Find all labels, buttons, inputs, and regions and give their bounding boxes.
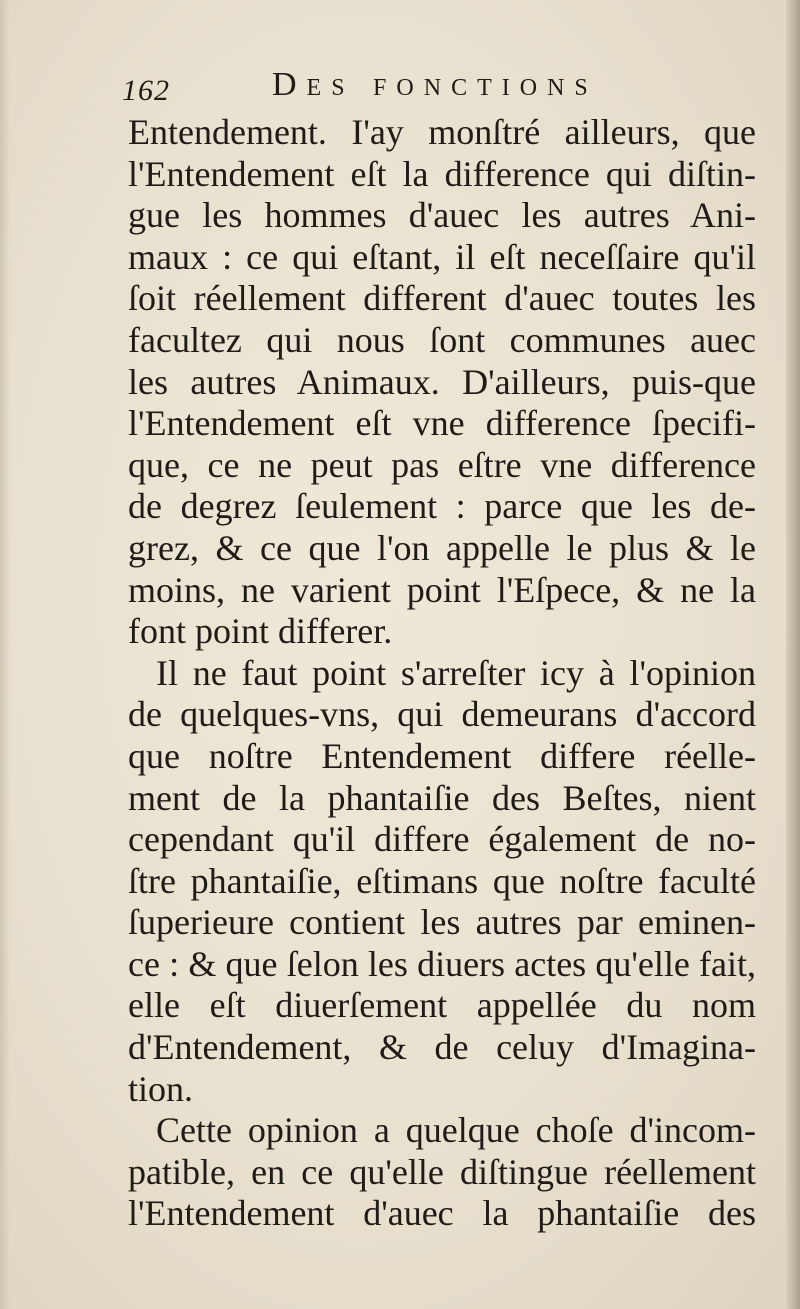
- text-line: ce : & que ſelon les diuers actes qu'elle fait,: [128, 943, 756, 984]
- running-head: Des fonctions: [272, 66, 598, 103]
- text-line: font point differer.: [128, 611, 393, 652]
- text-line: ment de la phantaiſie des Beſtes, nient: [128, 777, 756, 818]
- text-line: tion.: [128, 1068, 194, 1109]
- paragraph-3: [128, 1110, 756, 1235]
- text-line: moins, ne varient point l'Eſpece, & ne la: [128, 569, 756, 610]
- text-line: maux : ce qui eſtant, il eſt neceſſaire qu'il: [128, 236, 756, 277]
- page-gutter-shadow: [786, 0, 800, 1309]
- text-line: ſuperieure contient les autres par eminen-: [128, 902, 756, 943]
- text-line: les autres Animaux. D'ailleurs, puis-que: [128, 361, 756, 402]
- text-line: gue les hommes d'auec les autres Ani-: [128, 195, 756, 236]
- page-number: 162: [122, 74, 170, 107]
- body-text: [128, 112, 756, 1235]
- paragraph-2: [128, 653, 756, 1111]
- text-line: d'Entendement, & de celuy d'Imagina-: [128, 1027, 756, 1068]
- paragraph-1: [128, 112, 756, 653]
- text-line: elle eſt diuerſement appellée du nom: [128, 985, 756, 1026]
- text-line: l'Entendement eſt la difference qui diſtin-: [128, 153, 756, 194]
- text-line: que, ce ne peut pas eſtre vne difference: [128, 444, 756, 485]
- text-line: Cette opinion a quelque choſe d'incom-: [156, 1110, 756, 1151]
- text-line: l'Entendement d'auec la phantaiſie des: [128, 1193, 756, 1234]
- text-line: que noſtre Entendement differe réelle-: [128, 735, 756, 776]
- page-edge-shadow: [0, 0, 10, 1309]
- text-line: de degrez ſeulement : parce que les de-: [128, 486, 756, 527]
- text-line: cependant qu'il differe également de no-: [128, 819, 756, 860]
- text-line: facultez qui nous ſont communes auec: [128, 319, 756, 360]
- text-line: Il ne faut point s'arreſter icy à l'opinion: [156, 652, 756, 693]
- text-line: grez, & ce que l'on appelle le plus & le: [128, 527, 756, 568]
- page-header: [122, 66, 742, 110]
- text-line: ſoit réellement different d'auec toutes les: [128, 278, 756, 319]
- text-line: Entendement. I'ay monſtré ailleurs, que: [128, 112, 756, 152]
- text-line: l'Entendement eſt vne difference ſpecifi-: [128, 403, 756, 444]
- text-line: de quelques-vns, qui demeurans d'accord: [128, 694, 756, 735]
- text-line: ſtre phantaiſie, eſtimans que noſtre faculté: [128, 860, 756, 901]
- text-line: patible, en ce qu'elle diſtingue réellement: [128, 1151, 756, 1192]
